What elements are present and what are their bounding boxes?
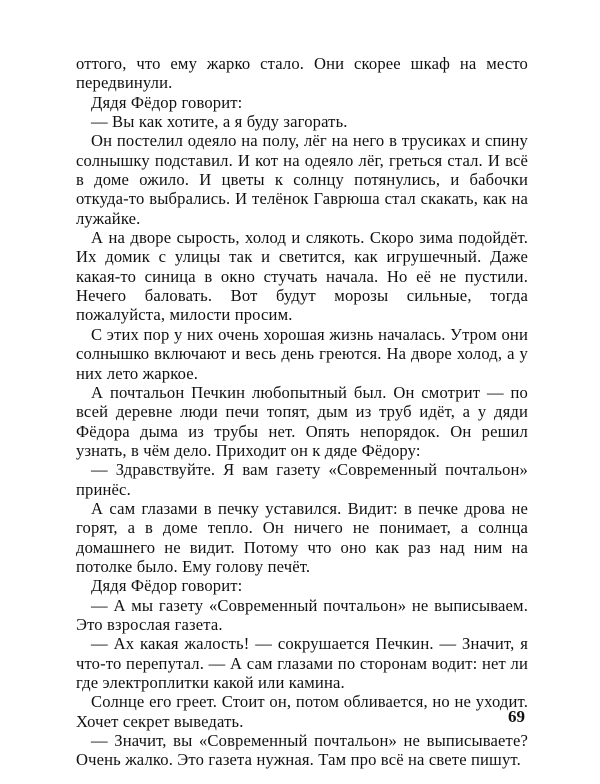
- paragraph: С этих пор у них очень хорошая жизнь началась. Утром они солнышко включают и весь день греются. На дворе холод, а у них лето жаркое.: [76, 324, 528, 383]
- paragraph: — А мы газету «Современный почтальон» не выписываем. Это взрослая газета.: [76, 595, 528, 634]
- paragraph: Солнце его греет. Стоит он, потом обливается, но не уходит. Хочет секрет выведать.: [76, 692, 528, 731]
- page-body-text: [76, 54, 528, 770]
- paragraph: А на дворе сырость, холод и слякоть. Скоро зима подойдёт. Их домик с улицы так и светится, как игрушечный. Даже какая-то синица в окно стучать начала. Но её не пустили. Нечего баловать. Вот будут морозы сильные, тогда пожалуйста, милости просим.: [76, 228, 528, 325]
- paragraph: — Вы как хотите, а я буду загорать.: [91, 112, 348, 132]
- paragraph: — Значит, вы «Современный почтальон» не выписываете? Очень жалко. Это газета нужная. Там про всё на свете пишут.: [76, 731, 528, 770]
- paragraph: — Ах какая жалость! — сокрушается Печкин. — Значит, я что-то перепутал. — А сам глазами по сторонам водит: нет ли где электроплитки какой или камина.: [76, 634, 528, 692]
- paragraph: А сам глазами в печку уставился. Видит: в печке дрова не горят, а в доме тепло. Он ничего не понимает, а солнца домашнего не видит. Потому что оно как раз над ним на потолке было. Ему голову печёт.: [76, 498, 528, 576]
- paragraph: Он постелил одеяло на полу, лёг на него в трусиках и спину солнышку подставил. И кот на одеяло лёг, греться стал. И всё в доме ожило. И цветы к солнцу потянулись, и бабочки откуда-то выбрались. И телёнок Гаврюша стал скакать, как на лужайке.: [76, 131, 528, 228]
- paragraph: оттого, что ему жарко стало. Они скорее шкаф на место передвинули.: [76, 54, 528, 93]
- paragraph: Дядя Фёдор говорит:: [91, 576, 243, 596]
- paragraph: А почтальон Печкин любопытный был. Он смотрит — по всей деревне люди печи топят, дым из труб идёт, а у дяди Фёдора дыма из трубы нет. Опять непорядок. Он решил узнать, в чём дело. Приходит он к дяде Фёдору:: [76, 382, 528, 460]
- page-number: 69: [508, 707, 525, 726]
- paragraph: — Здравствуйте. Я вам газету «Современный почтальон» принёс.: [76, 460, 528, 499]
- paragraph: Дядя Фёдор говорит:: [91, 92, 243, 112]
